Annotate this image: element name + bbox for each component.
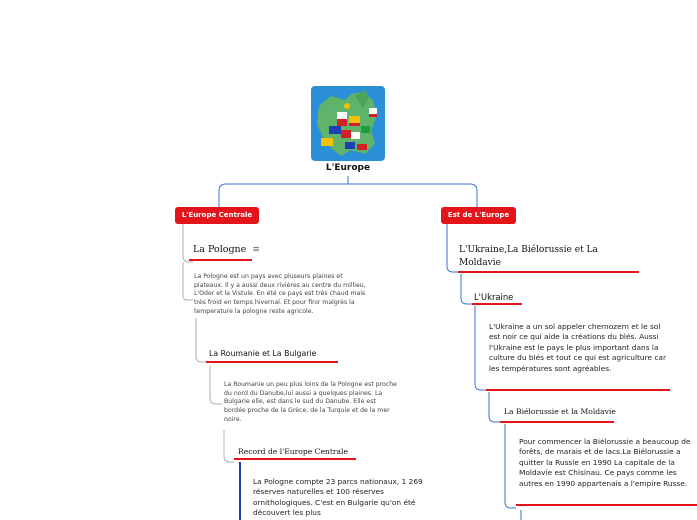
topic-pologne-label: La Pologne: [193, 244, 247, 255]
connector-ukraine-note: [475, 306, 486, 390]
branch-europe-centrale[interactable]: L'Europe Centrale: [175, 207, 259, 224]
topic-ukraine[interactable]: L'Ukraine: [474, 292, 514, 302]
branch-est-europe[interactable]: Est de L'Europe: [441, 207, 516, 224]
connector-bielorussie-note: [505, 424, 516, 508]
note-roumanie-bulgarie: La Roumanie un peu plus loins de la Pologne est proche du nord du Danube,lui aussi a quelques plaines. La Bulgarie elle, est dans le sud du Danube. Elle est bordée proche de la Grèce, de la Turquie et de la mer noire.: [224, 381, 397, 423]
connector-pologne-note: [183, 262, 193, 300]
connector-left-trunk: [183, 224, 193, 262]
note-bielorussie-moldavie: Pour commencer la Biélorussie a beaucoup de forêts, de marais et de lacs.La Biélorussie a quitter la Russie en 1990 La capitale de la Moldavie est Chisinau. Ce pays comme les autres en 1990 appartenais a l'empire Russe.: [519, 437, 691, 488]
connector-ukraine: [461, 274, 472, 304]
connector-record: [224, 430, 234, 462]
europe-map-image[interactable]: [311, 86, 385, 161]
topic-record-europe-centrale[interactable]: Record de l'Europe Centrale: [238, 447, 348, 456]
topic-bielorussie-moldavie[interactable]: La Biélorussie et la Moldavie: [504, 407, 616, 416]
note-icon[interactable]: ≡: [252, 245, 260, 255]
topic-pologne[interactable]: [193, 244, 260, 255]
connector-roumanie-note: [210, 366, 222, 404]
connector-root-to-left: [219, 176, 348, 208]
connector-right-trunk: [447, 224, 458, 272]
connector-root-to-right: [348, 176, 477, 208]
note-pologne: La Pologne est un pays avec pluseurs plaines et plateaux. Il y a aussi deux rivières au centre du millieu, L'Oder et la Vistule. En été ce pays est très chaud mais très froid en temps hivernal. Et pour finir malgrès la temperature la pologne reste agricole.: [194, 273, 366, 315]
topic-roumanie-bulgarie[interactable]: La Roumanie et La Bulgarie: [209, 349, 317, 358]
note-record-europe-centrale: La Pologne compte 23 parcs nationaux, 1 269 réserves naturelles et 100 réserves ornithologiques. C'est en Bulgarie qu'on été découvert les plus: [253, 477, 423, 518]
root-topic-title[interactable]: L'Europe: [325, 163, 371, 173]
connector-roumanie: [196, 318, 206, 362]
note-ukraine: L'Ukraine a un sol appeler chernozem et le sol est noir ce qui aide la créations du blés. Aussi l'Ukraine est le pays le plus important dans la culture du blés et tout ce qui est agriculture car les températures sont agréables.: [489, 322, 666, 373]
connector-bielorussie: [489, 392, 500, 422]
topic-ukraine-bielorussie-moldavie[interactable]: L'Ukraine,La Biélorussie et La Moldavie: [459, 245, 598, 268]
